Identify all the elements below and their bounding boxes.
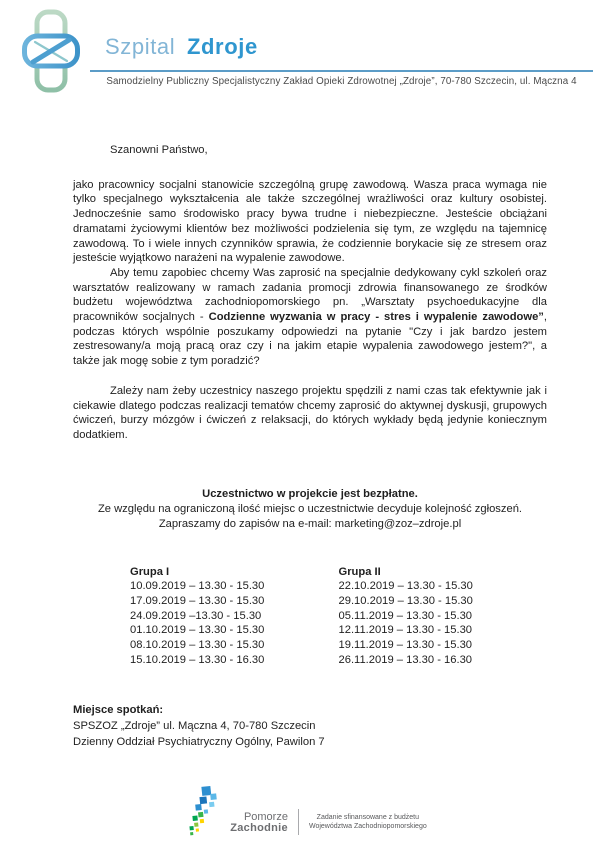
funding-note <box>309 813 427 831</box>
brand-title <box>105 34 258 60</box>
pomorze-mosaic-logo-icon <box>184 786 220 843</box>
venue-info <box>73 702 547 750</box>
session-date: 12.11.2019 – 13.30 - 15.30 <box>338 624 473 637</box>
notice-signup-line <box>73 517 547 532</box>
signup-prefix: Zapraszamy do zapisów na e-mail: <box>158 517 335 530</box>
header-subtitle: Samodzielny Publiczny Specjalistyczny Zakład Opieki Zdrowotnej „Zdroje”, 70-780 Szczecin, ul. Mączna 4 <box>106 76 577 87</box>
notice-limit-line: Ze względu na ograniczoną ilość miejsc o uczestnictwie decyduje kolejność zgłoszeń. <box>97 502 523 515</box>
letter-body <box>73 143 547 750</box>
session-date: 10.09.2019 – 13.30 - 15.30 <box>130 580 265 593</box>
paragraph-2-workshop-title: Codzienne wyzwania w pracy - stres i wypalenie zawodowe” <box>208 311 544 324</box>
session-date: 24.09.2019 –13.30 - 15.30 <box>130 609 262 622</box>
email-address: marketing@zoz–zdroje.pl <box>334 517 462 530</box>
session-date: 05.11.2019 – 13.30 - 15.30 <box>338 609 473 622</box>
funding-note-line1: Zadanie sfinansowane z budżetu <box>316 814 420 821</box>
funding-note-line2: Województwa Zachodniopomorskiego <box>308 823 427 830</box>
session-date: 29.10.2019 – 13.30 - 15.30 <box>338 595 473 608</box>
session-date: 17.09.2019 – 13.30 - 15.30 <box>130 595 265 608</box>
group-1-schedule <box>130 565 339 668</box>
brand-name-bold: Zdroje <box>186 34 258 59</box>
session-date: 26.11.2019 – 13.30 - 16.30 <box>338 653 473 666</box>
session-date: 19.11.2019 – 13.30 - 15.30 <box>338 639 473 652</box>
footer-brand-line2: Zachodnie <box>230 822 288 834</box>
paragraph-1: jako pracownicy socjalni stanowicie szczególną grupę zawodową. Wasza praca wymaga nie tylko specjalnego wykształcenia ale także szczególnej wrażliwości oraz kultury osobistej. Jednocześnie samo środowisko pracy bywa trudne i niebezpieczne. Jesteście obciążani dramatami życiowymi klientów bez możliwości podzielenia się tym, ze względu na tajemnicę zawodową. To i wiele innych czynników sprawia, że codziennie borykacie się ze stresem oraz jesteście wyjątkowo narażeni na wypalenie zawodowe. <box>73 178 547 265</box>
paragraph-2 <box>73 266 547 369</box>
paragraph-3: Zależy nam żeby uczestnicy naszego projektu spędzili z nami czas tak efektywnie jak i ciekawie dlatego podczas realizacji tematów chcemy zaprosić do aktywnej dyskusji, grupowych ćwiczeń, burzy mózgów i ćwiczeń z relaksacji, do których wykłady będą jedynie koniecznym dodatkiem. <box>73 384 547 441</box>
footer-brand <box>230 812 288 834</box>
group-2-schedule <box>339 565 548 668</box>
session-date: 01.10.2019 – 13.30 - 15.30 <box>130 624 265 637</box>
brand-name-light: Szpital <box>105 34 176 59</box>
hospital-cross-logo-icon <box>22 9 80 98</box>
venue-title: Miejsce spotkań: <box>73 703 164 716</box>
group-1-title: Grupa I <box>130 565 170 578</box>
notice-free-line: Uczestnictwo w projekcie jest bezpłatne. <box>202 487 418 500</box>
salutation: Szanowni Państwo, <box>110 144 208 156</box>
schedule <box>73 565 547 668</box>
footer-divider <box>298 809 299 835</box>
venue-address: SPSZOZ „Zdroje” ul. Mączna 4, 70-780 Szczecin <box>73 719 316 732</box>
participation-notice <box>73 487 547 532</box>
group-2-title: Grupa II <box>338 565 381 578</box>
footer-brand-line1: Pomorze <box>243 811 288 823</box>
paragraph-2-text-before: Aby temu zapobiec chcemy Was zaprosić na specjalnie dedykowany cykl szkoleń oraz warsztatów realizowany w ramach zadania promocji zdrowia finansowanego ze środków budżetu województwa zachodniopomorskiego pn. „Warsztaty psychoedukacyjne dla pracowników socjalnych - <box>73 266 547 324</box>
venue-ward: Dzienny Oddział Psychiatryczny Ogólny, Pawilon 7 <box>73 735 325 748</box>
funding-footer <box>0 786 611 843</box>
session-date: 22.10.2019 – 13.30 - 15.30 <box>338 580 473 593</box>
paragraph-2-text-after: , podczas których wspólnie poszukamy odpowiedzi na pytanie "Czy i jak bardzo jestem zestresowany/a moją pracą oraz czy i na jakim etapie wypalenia zawodowego jestem?", a także jak mogę sobie z tym poradzić? <box>73 311 548 368</box>
session-date: 15.10.2019 – 13.30 - 16.30 <box>130 653 265 666</box>
session-date: 08.10.2019 – 13.30 - 15.30 <box>130 639 265 652</box>
header-divider <box>90 70 593 72</box>
